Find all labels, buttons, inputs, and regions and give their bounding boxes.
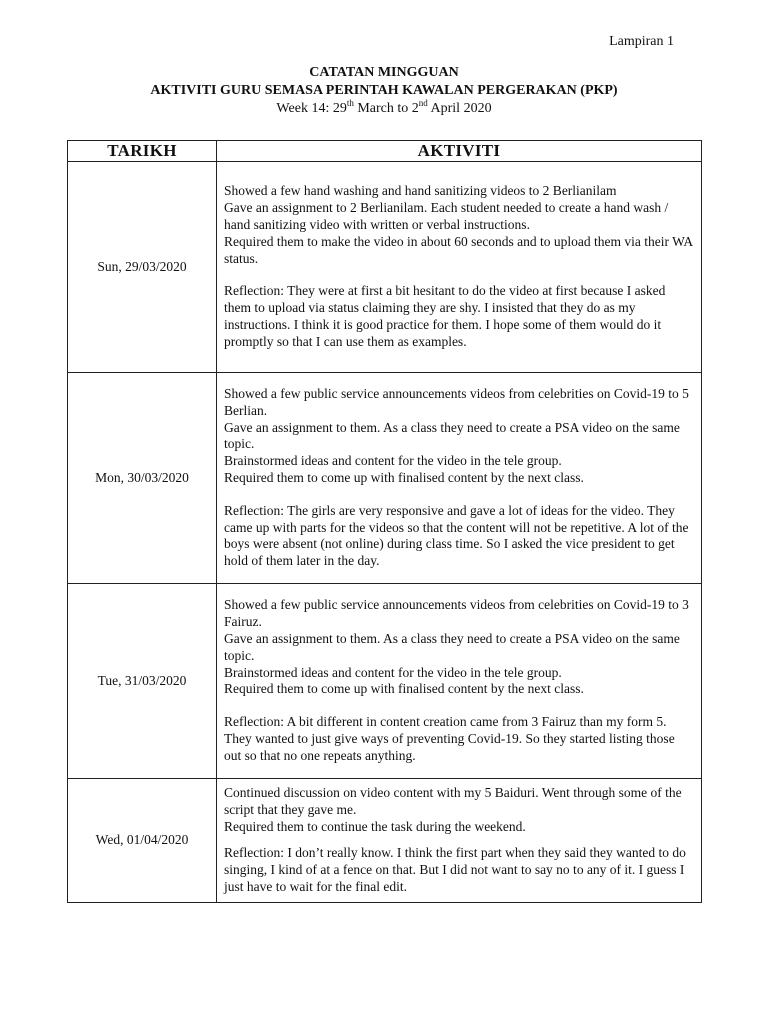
table-row	[68, 779, 702, 903]
week-suffix: April 2020	[427, 101, 492, 116]
document-subtitle: AKTIVITI GURU SEMASA PERINTAH KAWALAN PERGERAKAN (PKP)	[150, 83, 618, 98]
document-heading	[0, 64, 768, 118]
row-activity	[217, 373, 702, 584]
reflection-text: Reflection: The girls are very responsive and gave a lot of ideas for the video. They came up with parts for the videos so that the content will not be repetitive. A lot of the boys were absent (not online) during class time. So I asked the vice president to get hold of them later in the day.	[224, 502, 689, 569]
table-row	[68, 584, 702, 779]
week-sup-1: th	[346, 98, 354, 108]
activity-log-table	[67, 140, 702, 903]
row-date: Mon, 30/03/2020	[68, 373, 217, 584]
reflection-text: Reflection: A bit different in content creation came from 3 Fairuz than my form 5. They wanted to just give ways of preventing Covid-19. So they started listing those out so that no one repeats anything.	[224, 714, 675, 763]
header-activity: AKTIVITI	[217, 141, 702, 162]
activity-text: Showed a few hand washing and hand sanitizing videos to 2 Berlianilam Gave an assignment to 2 Berlianilam. Each student needed to create a hand wash / hand sanitizing video with written or verbal instructions. Required them to make the video in about 60 seconds and to upload them via their WA status.	[224, 183, 693, 266]
week-sup-2: nd	[418, 98, 428, 108]
table-row	[68, 373, 702, 584]
row-date: Tue, 31/03/2020	[68, 584, 217, 779]
row-activity	[217, 162, 702, 373]
activity-text: Showed a few public service announcements videos from celebrities on Covid-19 to 5 Berlian. Gave an assignment to them. As a class they need to create a PSA video on the same topic. Brainstormed ideas and content for the video in the tele group. Required them to come up with finalised content by the next class.	[224, 386, 689, 485]
week-prefix: Week 14: 29	[276, 101, 347, 116]
row-date: Wed, 01/04/2020	[68, 779, 217, 903]
header-date: TARIKH	[68, 141, 217, 162]
document-title: CATATAN MINGGUAN	[309, 65, 459, 80]
row-date: Sun, 29/03/2020	[68, 162, 217, 373]
week-mid: March to 2	[353, 101, 419, 116]
row-activity	[217, 584, 702, 779]
reflection-text: Reflection: They were at first a bit hesitant to do the video at first because I asked them to upload via status claiming they are shy. I insisted that they do as my instructions. I think it is good practice for them. I hope some of them would do it promptly so that I can use them as examples.	[224, 283, 666, 349]
week-range	[0, 100, 768, 118]
attachment-label: Lampiran 1	[609, 34, 674, 49]
row-activity	[217, 779, 702, 903]
activity-text: Continued discussion on video content with my 5 Baiduri. Went through some of the script that they gave me. Required them to continue the task during the weekend.	[224, 785, 682, 834]
table-row	[68, 162, 702, 373]
reflection-text: Reflection: I don’t really know. I think the first part when they said they wanted to do singing, I kind of at a fence on that. But I did not want to say no to any of it. I guess I just have to wait for the final edit.	[224, 845, 686, 894]
table-header-row	[68, 141, 702, 162]
activity-text: Showed a few public service announcements videos from celebrities on Covid-19 to 3 Fairuz. Gave an assignment to them. As a class they need to create a PSA video on the same topic. Brainstormed ideas and content for the video in the tele group. Required them to come up with finalised content by the next class.	[224, 597, 689, 697]
